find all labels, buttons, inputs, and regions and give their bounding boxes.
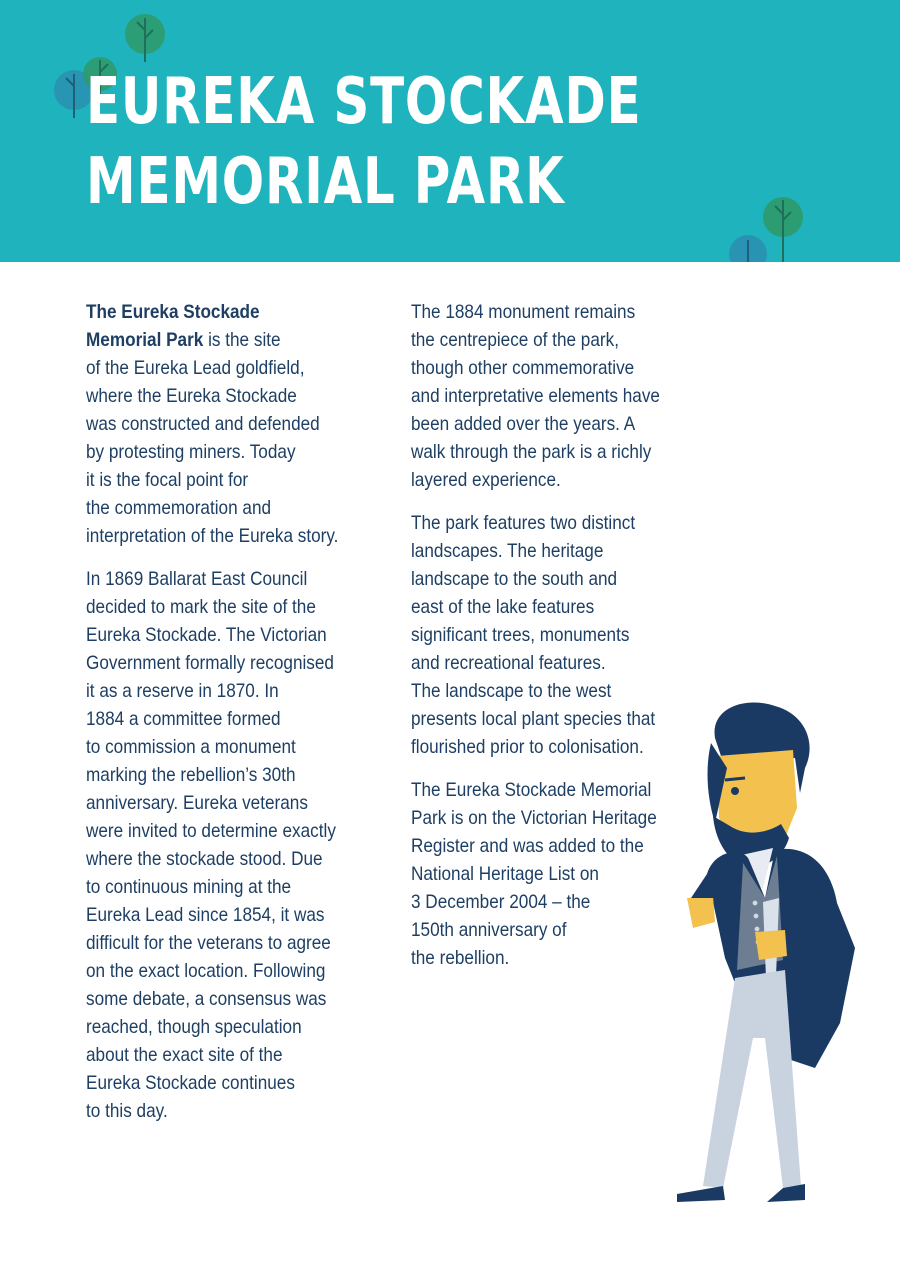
text-line: significant trees, monuments	[411, 624, 630, 646]
boot-shape	[677, 1186, 725, 1202]
text-line: presents local plant species that	[411, 708, 656, 730]
hand-shape	[687, 896, 715, 928]
text-line: In 1869 Ballarat East Council	[86, 568, 308, 590]
brow-shape	[725, 778, 745, 780]
text-line: to this day.	[86, 1100, 168, 1122]
text-line: where the stockade stood. Due	[86, 848, 323, 870]
text-line: by protesting miners. Today	[86, 441, 296, 463]
text-line: and recreational features.	[411, 652, 606, 674]
text-line: some debate, a consensus was	[86, 988, 327, 1010]
text-line: anniversary. Eureka veterans	[86, 792, 308, 814]
text-line: been added over the years. A	[411, 413, 636, 435]
trousers-shape	[703, 970, 801, 1188]
hand-shape	[755, 930, 787, 960]
text-line: The landscape to the west	[411, 680, 612, 702]
page-title	[86, 62, 642, 222]
text-line: about the exact site of the	[86, 1044, 283, 1066]
text-line: The 1884 monument remains	[411, 301, 636, 323]
text-line: Eureka Lead since 1854, it was	[86, 904, 325, 926]
tree-icon	[729, 235, 767, 262]
text-line: east of the lake features	[411, 596, 595, 618]
text-line: flourished prior to colonisation.	[411, 736, 644, 758]
text-line: Register and was added to the	[411, 835, 644, 857]
text-line: and interpretative elements have	[411, 385, 660, 407]
tree-icon	[763, 197, 803, 262]
text-line: the centrepiece of the park,	[411, 329, 619, 351]
miner-figure-illustration	[655, 698, 865, 1206]
text-line: landscape to the south and	[411, 568, 618, 590]
title-line: MEMORIAL PARK	[86, 145, 565, 219]
text-line: difficult for the veterans to agree	[86, 932, 331, 954]
text-line: 3 December 2004 – the	[411, 891, 591, 913]
heritage-paragraph	[411, 776, 694, 972]
text-line: the commemoration and	[86, 497, 272, 519]
text-line: The park features two distinct	[411, 512, 636, 534]
landscape-paragraph	[411, 509, 694, 761]
intro-lead: Memorial Park	[86, 329, 204, 351]
intro-paragraph	[86, 298, 366, 550]
text-line: 150th anniversary of	[411, 919, 567, 941]
intro-lead: The Eureka Stockade	[86, 301, 260, 323]
text-line: to commission a monument	[86, 736, 296, 758]
text-line: it as a reserve in 1870. In	[86, 680, 279, 702]
text-line: Eureka Stockade. The Victorian	[86, 624, 327, 646]
text-line	[86, 326, 366, 354]
text-line: National Heritage List on	[411, 863, 599, 885]
text-line: it is the focal point for	[86, 469, 249, 491]
text-line: was constructed and defended	[86, 413, 320, 435]
text-line: though other commemorative	[411, 357, 635, 379]
text-line: where the Eureka Stockade	[86, 385, 297, 407]
text-line: Government formally recognised	[86, 652, 334, 674]
text-line: the rebellion.	[411, 947, 510, 969]
text-line: interpretation of the Eureka story.	[86, 525, 339, 547]
text-fragment: is the site	[203, 329, 281, 351]
header-banner	[0, 0, 900, 262]
text-line: were invited to determine exactly	[86, 820, 336, 842]
text-line: Park is on the Victorian Heritage	[411, 807, 657, 829]
eye-shape	[731, 787, 739, 795]
text-line: of the Eureka Lead goldfield,	[86, 357, 305, 379]
text-line: reached, though speculation	[86, 1016, 302, 1038]
text-line: walk through the park is a richly	[411, 441, 652, 463]
text-line: on the exact location. Following	[86, 960, 326, 982]
monument-paragraph	[411, 298, 694, 494]
text-line: layered experience.	[411, 469, 561, 491]
title-line: EUREKA STOCKADE	[86, 65, 642, 139]
text-line: decided to mark the site of the	[86, 596, 316, 618]
text-line: marking the rebellion’s 30th	[86, 764, 296, 786]
right-column	[411, 298, 694, 987]
text-line: Eureka Stockade continues	[86, 1072, 295, 1094]
history-paragraph	[86, 565, 366, 1125]
text-line: 1884 a committee formed	[86, 708, 281, 730]
left-column	[86, 298, 366, 1140]
text-line: The Eureka Stockade Memorial	[411, 779, 652, 801]
tree-icon	[125, 14, 165, 62]
text-line: landscapes. The heritage	[411, 540, 604, 562]
text-line: to continuous mining at the	[86, 876, 292, 898]
